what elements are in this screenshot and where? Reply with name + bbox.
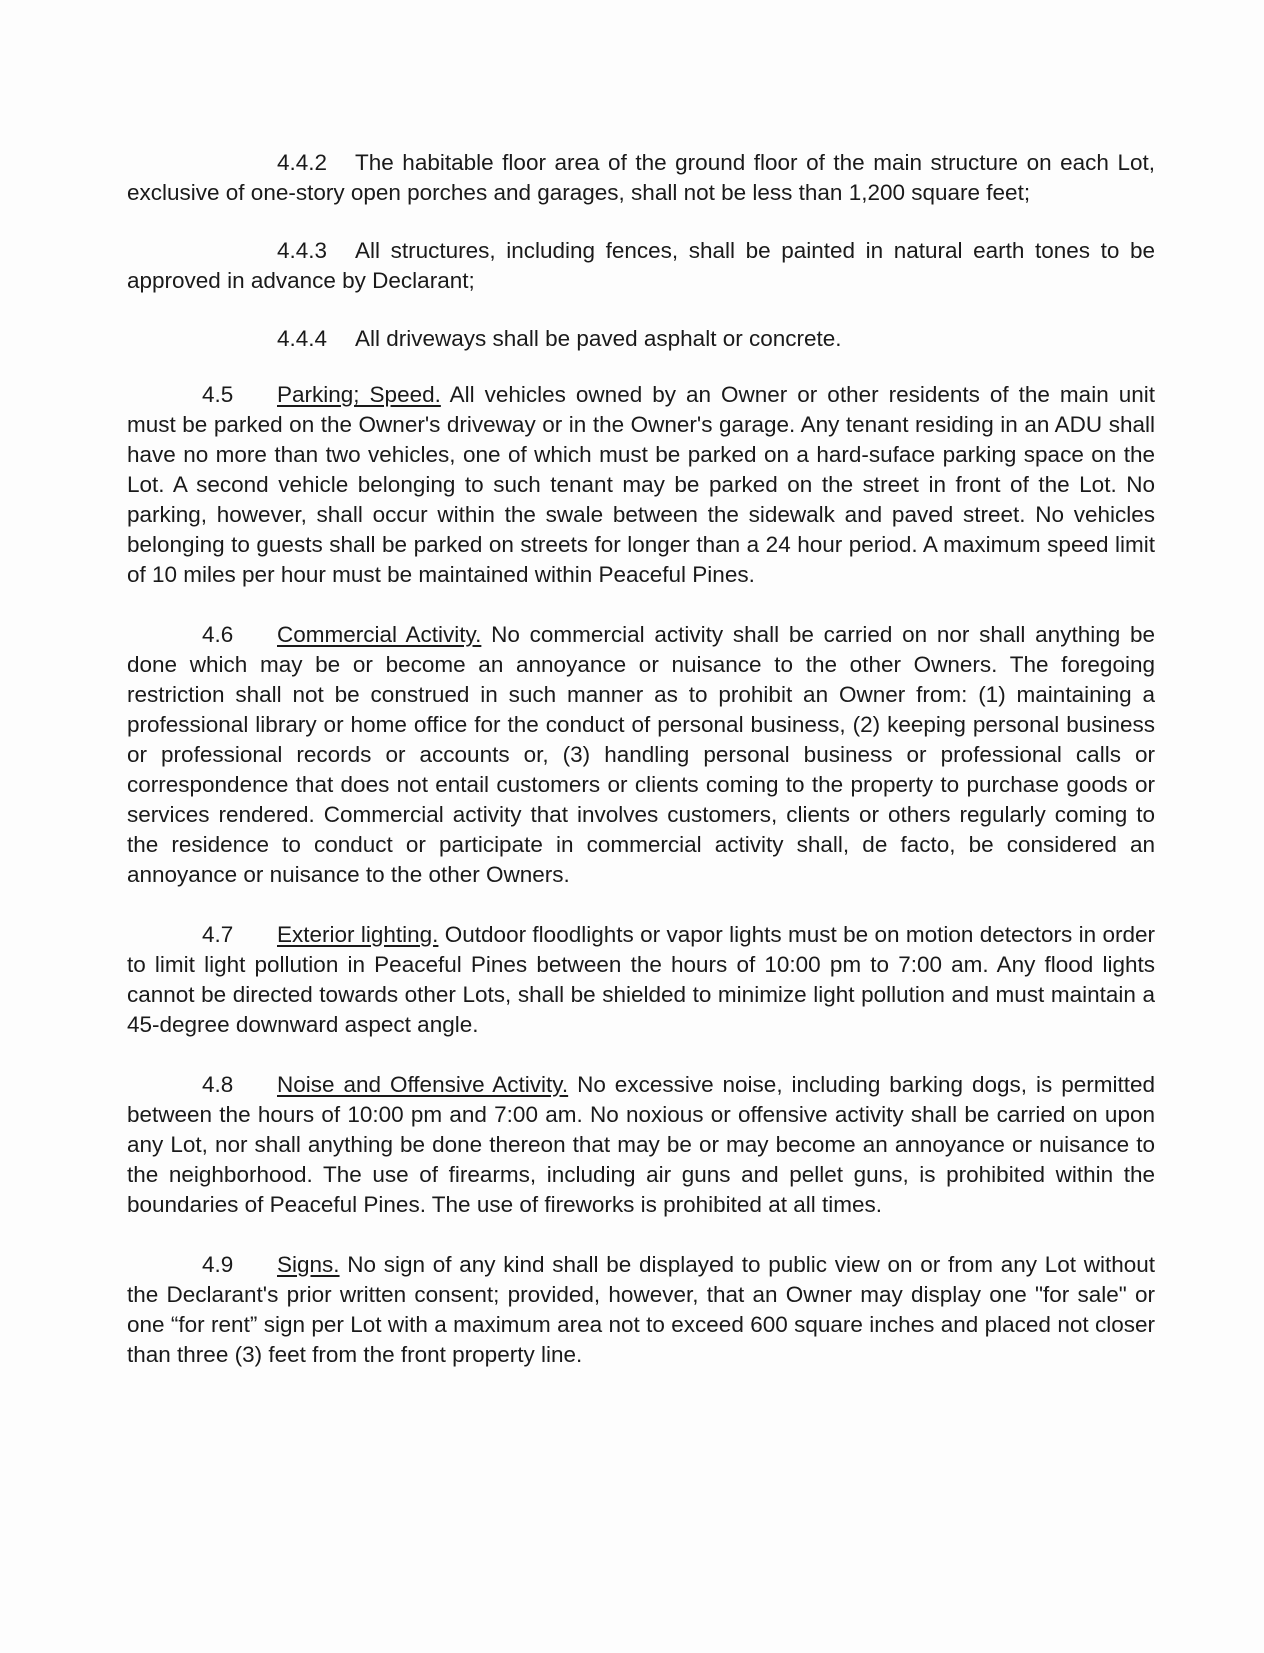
paragraph-4-7 — [127, 920, 1155, 1040]
section-number: 4.8 — [202, 1072, 234, 1097]
paragraph-text: No excessive noise, including barking dogs, is permitted between the hours of 10:00 pm and 7:00 am. No noxious or offensive activity shall be carried on upon any Lot, nor shall anything be done thereon that may be or may become an annoyance or nuisance to the neighborhood. The use of firearms, including air guns and pellet guns, is prohibited within the boundaries of Peaceful Pines. The use of fireworks is prohibited at all times. — [127, 1072, 1155, 1217]
paragraph-4-4-4 — [127, 324, 1155, 354]
paragraph-4-4-2 — [127, 148, 1155, 208]
section-heading: Signs. — [277, 1252, 340, 1277]
section-number: 4.7 — [202, 922, 234, 947]
section-heading: Exterior lighting. — [277, 922, 439, 947]
paragraph-text: Outdoor floodlights or vapor lights must be on motion detectors in order to limit light pollution in Peaceful Pines between the hours of 10:00 pm to 7:00 am. Any flood lights cannot be directed towards other Lots, shall be shielded to minimize light pollution and must maintain a 45-degree downward aspect angle. — [127, 922, 1155, 1037]
section-number: 4.5 — [202, 382, 234, 407]
paragraph-4-9 — [127, 1250, 1155, 1370]
paragraph-text: All vehicles owned by an Owner or other residents of the main unit must be parked on the Owner's driveway or in the Owner's garage. Any tenant residing in an ADU shall have no more than two vehicles, one of which must be parked on a hard-suface parking space on the Lot. A second vehicle belonging to such tenant may be parked on the street in front of the Lot. No parking, however, shall occur within the swale between the sidewalk and paved street. No vehicles belonging to guests shall be parked on streets for longer than a 24 hour period. A maximum speed limit of 10 miles per hour must be maintained within Peaceful Pines. — [127, 382, 1155, 587]
paragraph-text: The habitable floor area of the ground floor of the main structure on each Lot, exclusive of one-story open porches and garages, shall not be less than 1,200 square feet; — [127, 150, 1155, 205]
section-heading: Noise and Offensive Activity. — [277, 1072, 569, 1097]
section-heading: Commercial Activity. — [277, 622, 482, 647]
section-number: 4.4.4 — [277, 326, 328, 351]
document-page — [127, 148, 1155, 1400]
section-number: 4.4.2 — [277, 150, 328, 175]
section-heading: Parking; Speed. — [277, 382, 441, 407]
paragraph-4-4-3 — [127, 236, 1155, 296]
paragraph-4-6 — [127, 620, 1155, 890]
paragraph-text: No sign of any kind shall be displayed to public view on or from any Lot without the Declarant's prior written consent; provided, however, that an Owner may display one "for sale" or one “for rent” sign per Lot with a maximum area not to exceed 600 square inches and placed not closer than three (3) feet from the front property line. — [127, 1252, 1155, 1367]
section-number: 4.9 — [202, 1252, 234, 1277]
paragraph-4-5 — [127, 380, 1155, 590]
section-number: 4.4.3 — [277, 238, 328, 263]
paragraph-4-8 — [127, 1070, 1155, 1220]
section-number: 4.6 — [202, 622, 234, 647]
paragraph-text: No commercial activity shall be carried on nor shall anything be done which may be or become an annoyance or nuisance to the other Owners. The foregoing restriction shall not be construed in such manner as to prohibit an Owner from: (1) maintaining a professional library or home office for the conduct of personal business, (2) keeping personal business or professional records or accounts or, (3) handling personal business or professional calls or correspondence that does not entail customers or clients coming to the property to purchase goods or services rendered. Commercial activity that involves customers, clients or others regularly coming to the residence to conduct or participate in commercial activity shall, de facto, be considered an annoyance or nuisance to the other Owners. — [127, 622, 1155, 887]
paragraph-text: All structures, including fences, shall be painted in natural earth tones to be approved in advance by Declarant; — [127, 238, 1155, 293]
paragraph-text: All driveways shall be paved asphalt or concrete. — [355, 326, 842, 351]
